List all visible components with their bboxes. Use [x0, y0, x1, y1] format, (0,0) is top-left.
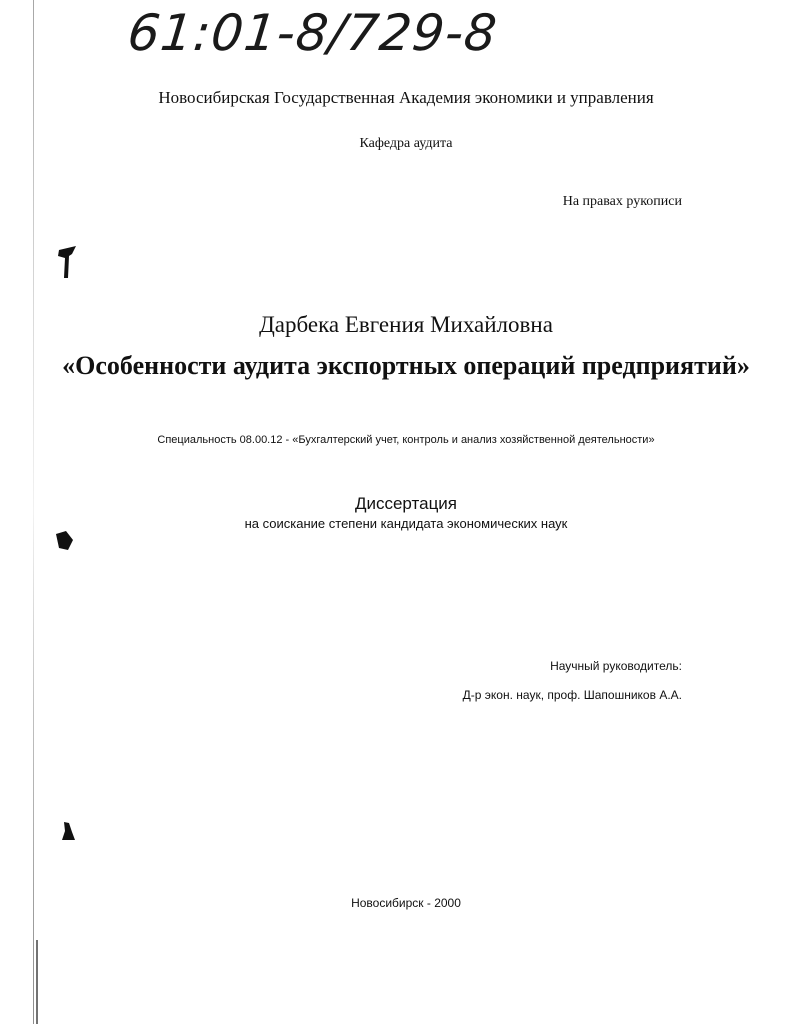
manuscript-note: На правах рукописи: [562, 194, 682, 209]
scan-blot: [56, 244, 78, 280]
scan-margin-mark: [36, 940, 38, 1024]
place-and-year: Новосибирск - 2000: [351, 896, 461, 910]
degree-line: на соискание степени кандидата экономических наук: [244, 516, 568, 531]
supervisor-name: Д-р экон. наук, проф. Шапошников А.А.: [462, 688, 682, 702]
supervisor-label: Научный руководитель:: [550, 659, 682, 673]
scan-blot: [54, 530, 74, 552]
specialty-line: Специальность 08.00.12 - «Бухгалтерский учет, контроль и анализ хозяйственной деятельности»: [157, 434, 655, 446]
author-name: Дарбека Евгения Михайловна: [259, 312, 553, 337]
dissertation-title: «Особенности аудита экспортных операций предприятий»: [62, 351, 750, 380]
document-type: Диссертация: [354, 494, 458, 513]
department-name: Кафедра аудита: [359, 136, 453, 151]
archive-code-handwritten: 61:01-8/729-8: [124, 4, 501, 62]
institution-name: Новосибирская Государственная Академия экономики и управления: [158, 88, 654, 107]
scan-blot: [60, 820, 76, 842]
